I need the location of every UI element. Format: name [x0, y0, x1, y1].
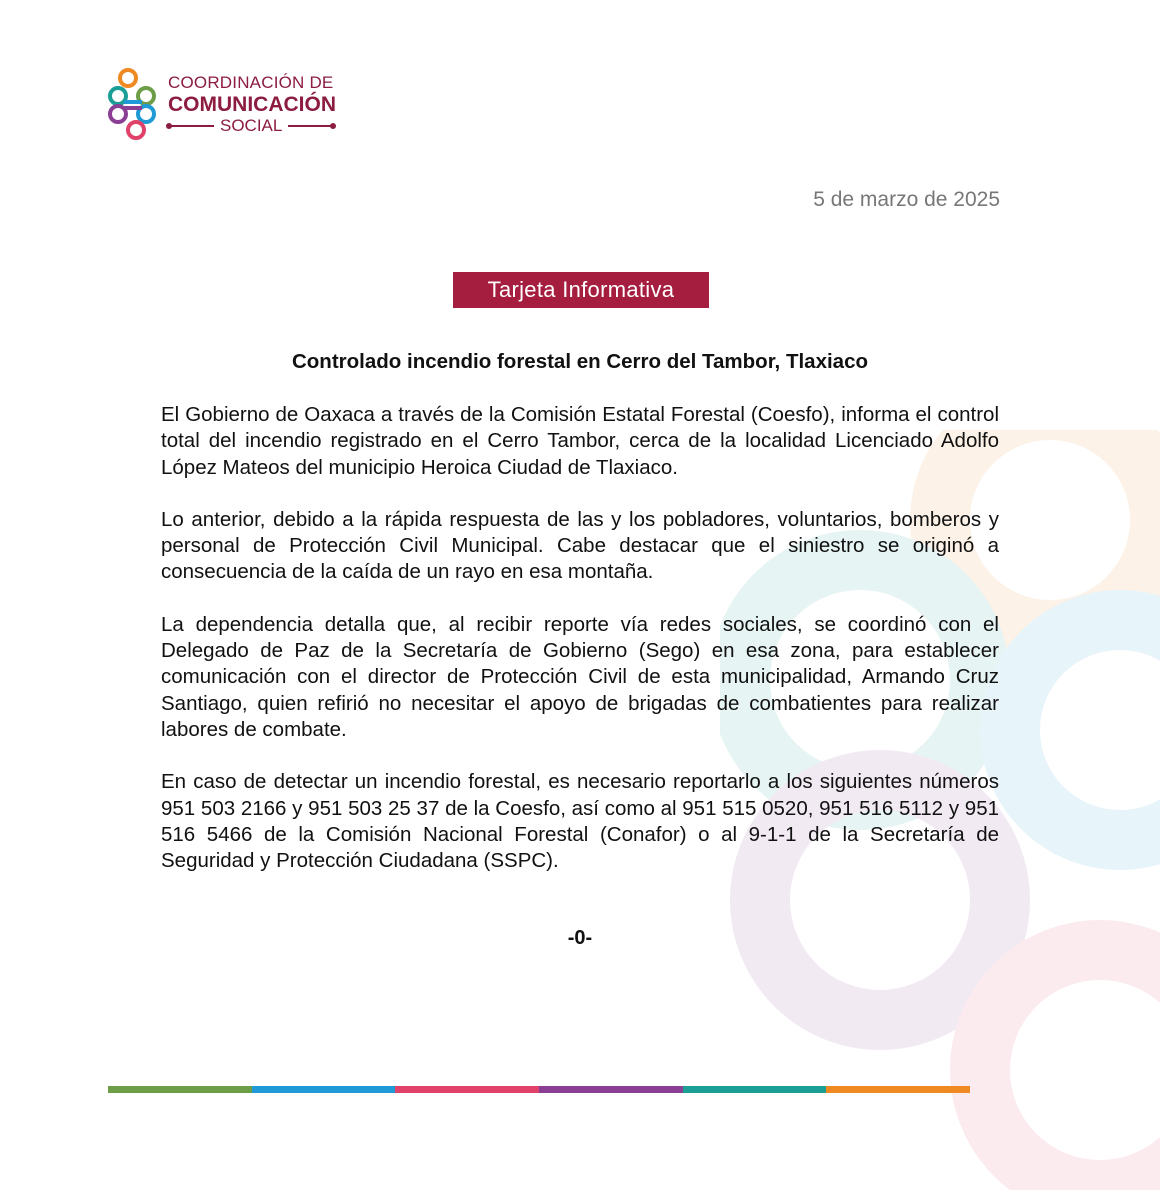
paragraph: Lo anterior, debido a la rápida respuesta de las y los pobladores, voluntarios, bomberos y personal de Protección Civil Municipal. Cabe destacar que el siniestro se originó a consecuencia de la caída de un rayo en esa montaña. — [161, 507, 999, 584]
document-date: 5 de marzo de 2025 — [813, 188, 1000, 211]
document-body — [161, 402, 999, 900]
paragraph: La dependencia detalla que, al recibir reporte vía redes sociales, se coordinó con el Delegado de Paz de la Secretaría de Gobierno (Sego) en esa zona, para establecer comunicación con el director de Protección Civil de esta municipalidad, Armando Cruz Santiago, quien refirió no necesitar el apoyo de brigadas de combatientes para realizar labores de combate. — [161, 612, 999, 741]
paragraph: El Gobierno de Oaxaca a través de la Comisión Estatal Forestal (Coesfo), informa el control total del incendio registrado en el Cerro Tambor, cerca de la localidad Licenciado Adolfo López Mateos del municipio Heroica Ciudad de Tlaxiaco. — [161, 403, 999, 479]
stripe-orange — [826, 1086, 970, 1093]
logo-line3: SOCIAL — [220, 116, 283, 135]
organization-logo — [106, 66, 336, 142]
end-mark: -0- — [567, 927, 593, 949]
logo-rule-left — [168, 125, 214, 127]
knot-logo-icon — [106, 66, 162, 142]
stripe-blue — [252, 1086, 396, 1093]
stripe-green — [108, 1086, 252, 1093]
logo-line1: COORDINACIÓN DE — [168, 73, 334, 92]
paragraph: En caso de detectar un incendio forestal, es necesario reportarlo a los siguientes números 951 503 2166 y 951 503 25 37 de la Coesfo, así como al 951 515 0520, 951 516 5112 y 951 516 5466 de la Comisión Nacional Forestal (Conafor) o al 9-1-1 de la Secretaría de Seguridad y Protección Ciudadana (SSPC). — [161, 770, 999, 873]
document-title: Controlado incendio forestal en Cerro del Tambor, Tlaxiaco — [291, 350, 868, 373]
document-type-badge: Tarjeta Informativa — [453, 272, 709, 308]
stripe-pink — [395, 1086, 539, 1093]
stripe-purple — [539, 1086, 683, 1093]
logo-line2: COMUNICACIÓN — [168, 93, 336, 116]
stripe-teal — [683, 1086, 827, 1093]
logo-rule-right — [288, 125, 334, 127]
footer-color-stripe — [108, 1086, 970, 1093]
